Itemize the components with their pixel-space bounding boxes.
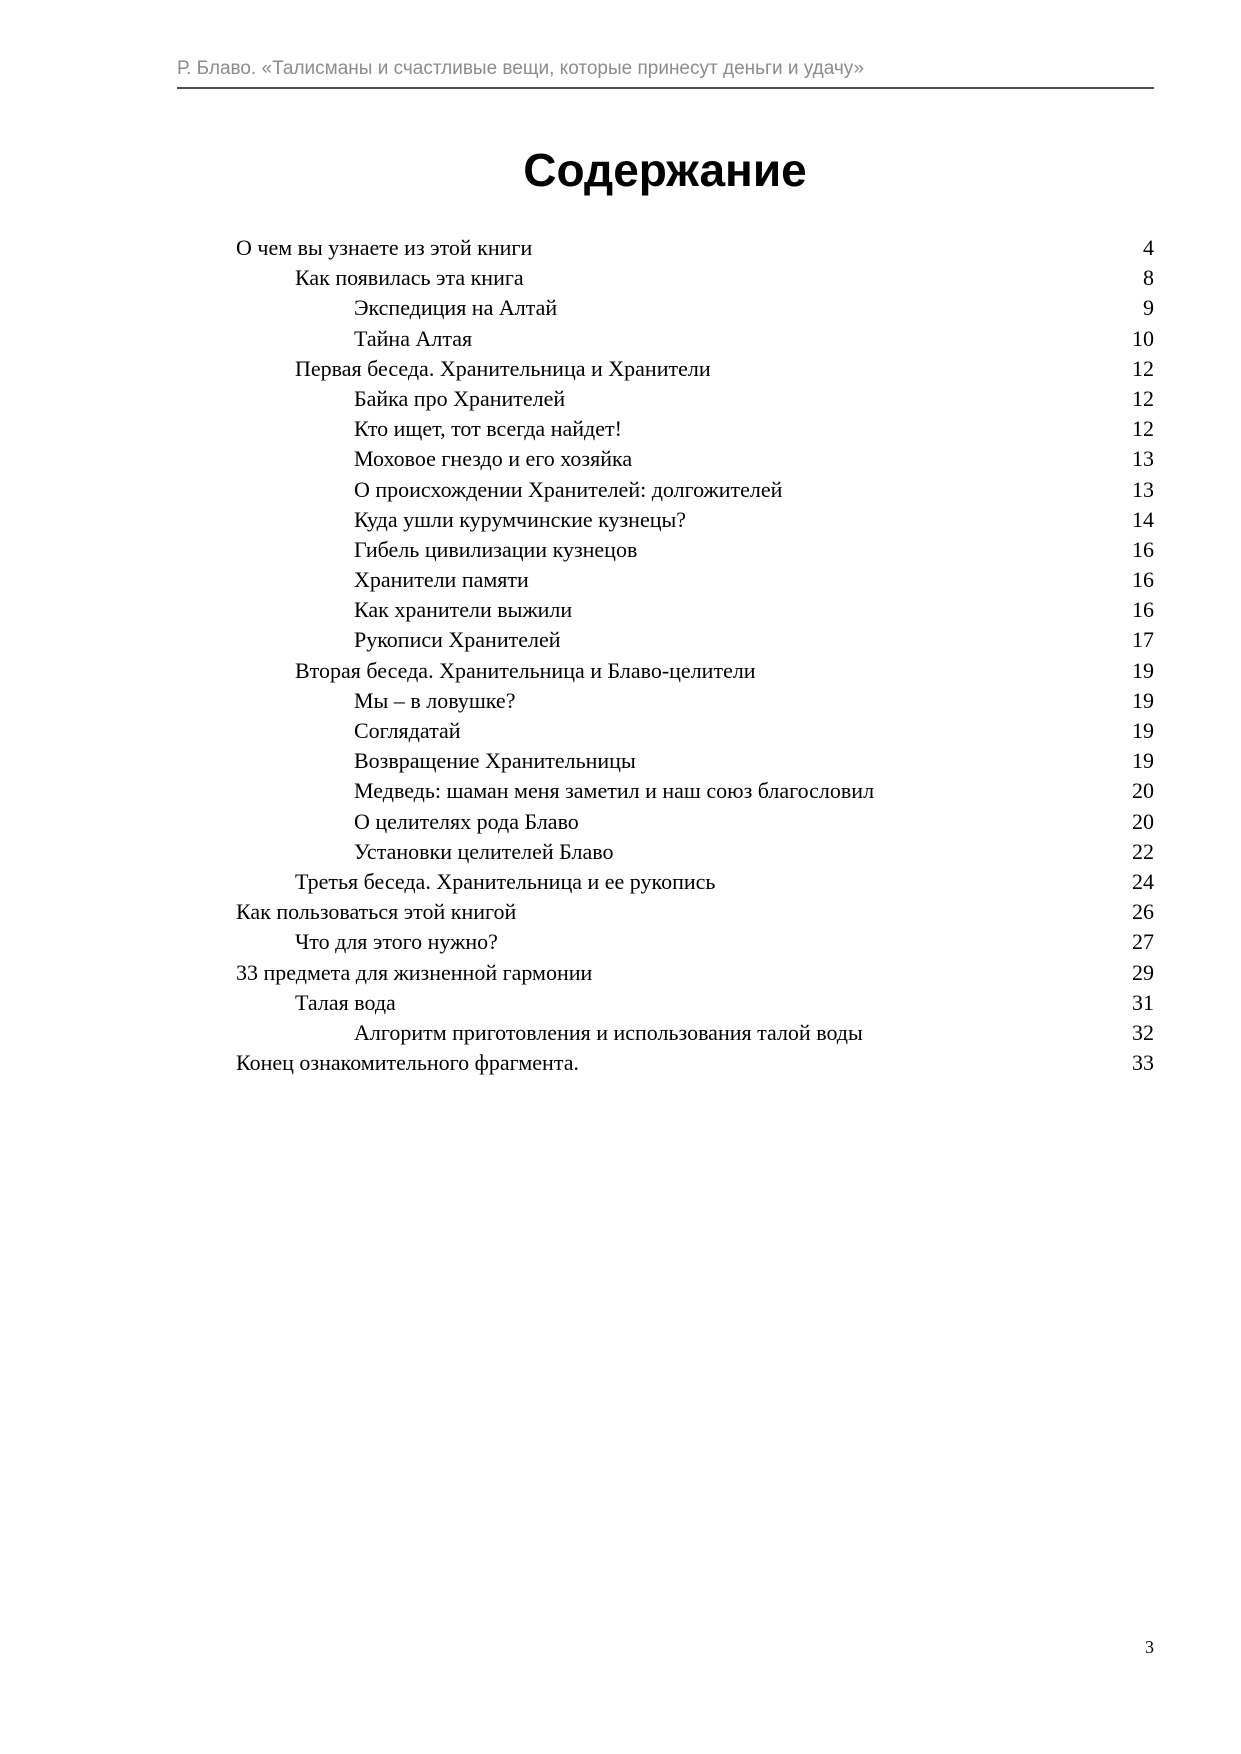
toc-entry[interactable] [236, 716, 1154, 746]
toc-entry-title: Куда ушли курумчинские кузнецы? [354, 506, 687, 532]
toc-entry-page: 4 [1143, 235, 1154, 260]
toc-entry[interactable] [236, 505, 1154, 535]
toc-entry[interactable] [236, 1018, 1154, 1048]
toc-title: Содержание [523, 144, 807, 196]
toc-entry[interactable] [236, 535, 1154, 565]
toc-entry-page: 16 [1132, 567, 1154, 593]
toc-entry[interactable] [236, 927, 1154, 957]
toc-entry[interactable] [236, 656, 1154, 686]
toc-entry-page: 26 [1132, 899, 1154, 925]
toc-entry-page: 16 [1132, 536, 1154, 562]
toc-entry-page: 19 [1132, 718, 1154, 743]
toc-entry-page: 12 [1132, 355, 1154, 381]
toc-entry-page: 19 [1132, 657, 1154, 683]
toc-entry-page: 19 [1132, 748, 1154, 774]
toc-entry-title: Вторая беседа. Хранительница и Блаво-целители [295, 657, 756, 683]
toc-entry-title: Как хранители выжили [354, 597, 573, 623]
toc-entry[interactable] [236, 686, 1154, 716]
toc-entry-title: О целителях рода Блаво [354, 808, 579, 834]
toc-entry-title: Установки целителей Блаво [354, 838, 614, 864]
toc-entry-page: 12 [1132, 385, 1154, 411]
toc-entry[interactable] [236, 837, 1154, 867]
toc-entry-page: 27 [1132, 929, 1154, 955]
toc-entry-page: 31 [1132, 989, 1154, 1015]
toc-entry-title: Конец ознакомительного фрагмента. [236, 1050, 579, 1076]
toc-list [236, 233, 1154, 1078]
toc-entry[interactable] [236, 807, 1154, 837]
toc-entry-page: 20 [1132, 778, 1154, 804]
toc-entry-title: 33 предмета для жизненной гармонии [236, 959, 593, 985]
toc-entry[interactable] [236, 1048, 1154, 1078]
toc-entry[interactable] [236, 746, 1154, 776]
toc-entry-title: Талая вода [295, 989, 396, 1015]
toc-entry-title: Мы – в ловушке? [354, 687, 516, 713]
toc-entry-page: 19 [1132, 687, 1154, 713]
toc-entry-title: Моховое гнездо и его хозяйка [354, 446, 633, 472]
toc-entry-title: Байка про Хранителей [354, 385, 566, 411]
toc-entry-page: 33 [1132, 1050, 1154, 1076]
toc-entry-title: Медведь: шаман меня заметил и наш союз благословил [354, 778, 875, 804]
toc-entry[interactable] [236, 384, 1154, 414]
toc-entry-page: 22 [1132, 838, 1154, 864]
toc-entry-page: 17 [1132, 627, 1154, 653]
toc-entry-page: 9 [1143, 295, 1154, 321]
toc-entry[interactable] [236, 414, 1154, 444]
toc-entry[interactable] [236, 233, 1154, 263]
toc-entry[interactable] [236, 776, 1154, 806]
toc-entry-title: Хранители памяти [354, 567, 529, 593]
toc-entry[interactable] [236, 897, 1154, 927]
page-number: 3 [1145, 1637, 1154, 1657]
toc-entry[interactable] [236, 867, 1154, 897]
toc-entry-title: Рукописи Хранителей [354, 627, 561, 653]
toc-entry-title: Гибель цивилизации кузнецов [354, 536, 638, 562]
toc-entry[interactable] [236, 354, 1154, 384]
toc-entry-page: 13 [1132, 446, 1154, 472]
toc-entry-title: Как пользоваться этой книгой [236, 899, 517, 925]
toc-entry-page: 29 [1132, 959, 1154, 985]
toc-entry[interactable] [236, 263, 1154, 293]
toc-entry-page: 16 [1132, 597, 1154, 623]
toc-entry-title: О чем вы узнаете из этой книги [236, 235, 533, 260]
toc-entry-title: Алгоритм приготовления и использования талой воды [354, 1019, 863, 1045]
toc-entry-title: Как появилась эта книга [295, 265, 524, 291]
toc-entry[interactable] [236, 324, 1154, 354]
toc-entry-page: 14 [1132, 506, 1154, 532]
toc-entry-title: Что для этого нужно? [295, 929, 498, 955]
toc-entry-page: 24 [1132, 868, 1154, 894]
toc-entry-title: Третья беседа. Хранительница и ее рукопись [295, 868, 716, 894]
toc-entry[interactable] [236, 565, 1154, 595]
toc-entry-page: 12 [1132, 416, 1154, 442]
toc-entry-title: Первая беседа. Хранительница и Хранители [295, 355, 711, 381]
toc-entry-page: 10 [1132, 325, 1154, 351]
toc-entry[interactable] [236, 293, 1154, 323]
toc-entry[interactable] [236, 595, 1154, 625]
toc-entry-title: О происхождении Хранителей: долгожителей [354, 476, 783, 502]
toc-entry[interactable] [236, 475, 1154, 505]
toc-entry[interactable] [236, 444, 1154, 474]
toc-entry[interactable] [236, 625, 1154, 655]
toc-entry-title: Возвращение Хранительницы [354, 748, 636, 774]
toc-entry-title: Кто ищет, тот всегда найдет! [354, 416, 622, 442]
toc-entry-page: 13 [1132, 476, 1154, 502]
toc-entry-page: 32 [1132, 1019, 1154, 1045]
running-header: Р. Блаво. «Талисманы и счастливые вещи, которые принесут деньги и удачу» [177, 57, 1154, 89]
toc-entry-title: Тайна Алтая [354, 325, 473, 351]
toc-entry[interactable] [236, 958, 1154, 988]
toc-entry-title: Соглядатай [354, 718, 461, 743]
toc-entry-page: 8 [1143, 265, 1154, 291]
toc-entry-title: Экспедиция на Алтай [354, 295, 558, 321]
toc-entry[interactable] [236, 988, 1154, 1018]
toc-entry-page: 20 [1132, 808, 1154, 834]
